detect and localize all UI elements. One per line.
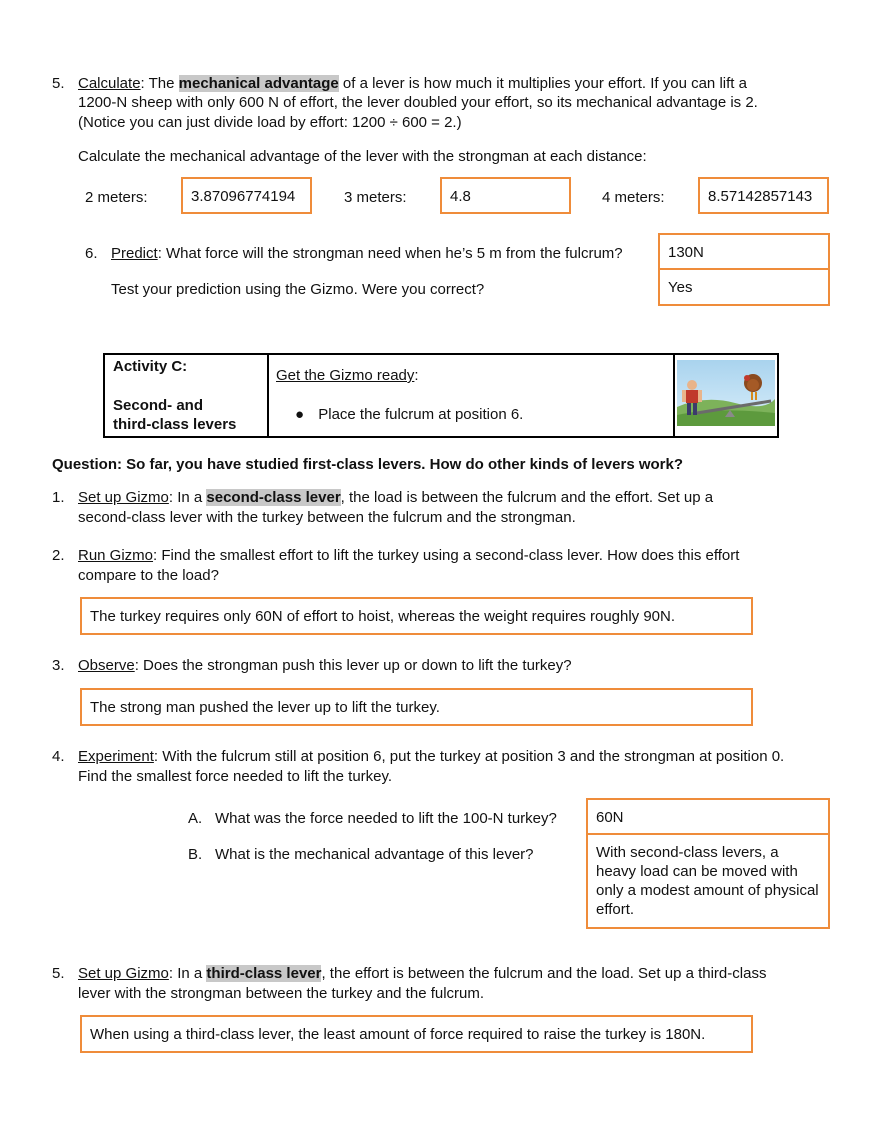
q6-question: : What force will the strongman need when he’s 5 m from the fulcrum? (157, 245, 623, 262)
q6-answer-field[interactable]: 130N (658, 233, 830, 270)
c1-label: Set up Gizmo (78, 489, 169, 506)
c2-question: : Find the smallest effort to lift the turkey using a second-class lever. How does this effort (153, 547, 740, 564)
activity-title-cell (104, 354, 268, 437)
c2-label: Run Gizmo (78, 547, 154, 564)
c5-label: Set up Gizmo (78, 965, 169, 982)
q5-highlight: mechanical advantage (178, 75, 339, 92)
c4-question: : With the fulcrum still at position 6, put the turkey at position 3 and the strongman at position 0. (153, 748, 785, 765)
activity-image-cell (674, 354, 778, 437)
c4-number: 4. (52, 748, 65, 765)
c4-text (78, 747, 784, 766)
q6-label: Predict (111, 245, 158, 262)
question-heading: Question: So far, you have studied first-class levers. How do other kinds of levers work? (52, 456, 683, 473)
answer-label-2m: 2 meters: (85, 189, 148, 206)
c5-answer-field[interactable]: When using a third-class lever, the least amount of force required to raise the turkey is 180N. (80, 1015, 753, 1053)
c3-number: 3. (52, 657, 65, 674)
gizmo-ready-colon: : (414, 367, 419, 384)
c2-number: 2. (52, 547, 65, 564)
q5-text-a: : The (140, 75, 179, 92)
gizmo-lever-image (675, 355, 777, 430)
c4-line2: Find the smallest force needed to lift the turkey. (78, 768, 393, 785)
q5-line2: 1200-N sheep with only 600 N of effort, the lever doubled your effort, so its mechanical advantage is 2. (78, 94, 758, 111)
q6-number: 6. (85, 245, 98, 262)
c4-b-letter: B. (188, 846, 203, 863)
answer-field-3m[interactable]: 4.8 (440, 177, 571, 214)
answer-field-2m[interactable]: 3.87096774194 (181, 177, 312, 214)
answer-label-3m: 3 meters: (344, 189, 407, 206)
q5-line3: (Notice you can just divide load by effort: 1200 ÷ 600 = 2.) (78, 114, 462, 131)
c1-text-a: : In a (168, 489, 207, 506)
q6-test-answer-field[interactable]: Yes (658, 268, 830, 306)
answer-field-4m[interactable]: 8.57142857143 (698, 177, 829, 214)
c5-text (78, 964, 766, 983)
c4-label: Experiment (78, 748, 154, 765)
q5-text-b: of a lever is how much it multiplies your effort. If you can lift a (338, 75, 747, 92)
q6-text (111, 244, 623, 263)
c4-b-text: What is the mechanical advantage of this lever? (215, 846, 534, 863)
c4-a-letter: A. (188, 810, 203, 827)
c2-text (78, 546, 739, 565)
c5-line2: lever with the strongman between the turkey and the fulcrum. (78, 985, 485, 1002)
c4-a-text: What was the force needed to lift the 100-N turkey? (215, 810, 557, 827)
c2-line2: compare to the load? (78, 567, 219, 584)
c1-number: 1. (52, 489, 65, 506)
activity-ready-cell (268, 354, 674, 437)
c1-text-b: , the load is between the fulcrum and the effort. Set up a (340, 489, 714, 506)
q6-test-text: Test your prediction using the Gizmo. Were you correct? (111, 281, 485, 298)
c1-highlight: second-class lever (206, 489, 341, 506)
gizmo-ready-label: Get the Gizmo ready (276, 367, 415, 384)
c5-highlight: third-class lever (206, 965, 322, 982)
q5-number: 5. (52, 75, 65, 92)
activity-table (103, 353, 779, 438)
activity-subtitle-2: third-class levers (113, 416, 237, 433)
c3-label: Observe (78, 657, 135, 674)
q5-prompt: Calculate the mechanical advantage of the lever with the strongman at each distance: (78, 148, 647, 165)
c3-answer-field[interactable]: The strong man pushed the lever up to lift the turkey. (80, 688, 753, 726)
c5-text-a: : In a (168, 965, 207, 982)
c3-text (78, 656, 572, 675)
c4-a-answer-field[interactable]: 60N (586, 798, 830, 835)
q5-label: Calculate (78, 75, 141, 92)
bullet-icon: ● (295, 406, 305, 423)
c5-text-b: , the effort is between the fulcrum and the load. Set up a third-class (321, 965, 767, 982)
c1-text (78, 488, 713, 507)
answer-label-4m: 4 meters: (602, 189, 665, 206)
c1-line2: second-class lever with the turkey between the fulcrum and the strongman. (78, 509, 576, 526)
q5-text (78, 74, 858, 93)
bullet-text: Place the fulcrum at position 6. (318, 406, 524, 423)
c5-number: 5. (52, 965, 65, 982)
c2-answer-field[interactable]: The turkey requires only 60N of effort to hoist, whereas the weight requires roughly 90N. (80, 597, 753, 635)
activity-title: Activity C: (113, 358, 188, 375)
activity-subtitle-1: Second- and (113, 397, 204, 414)
c3-question: : Does the strongman push this lever up or down to lift the turkey? (134, 657, 572, 674)
c4-b-answer-field[interactable]: With second-class levers, a heavy load can be moved with only a modest amount of physical effort. (586, 833, 830, 929)
